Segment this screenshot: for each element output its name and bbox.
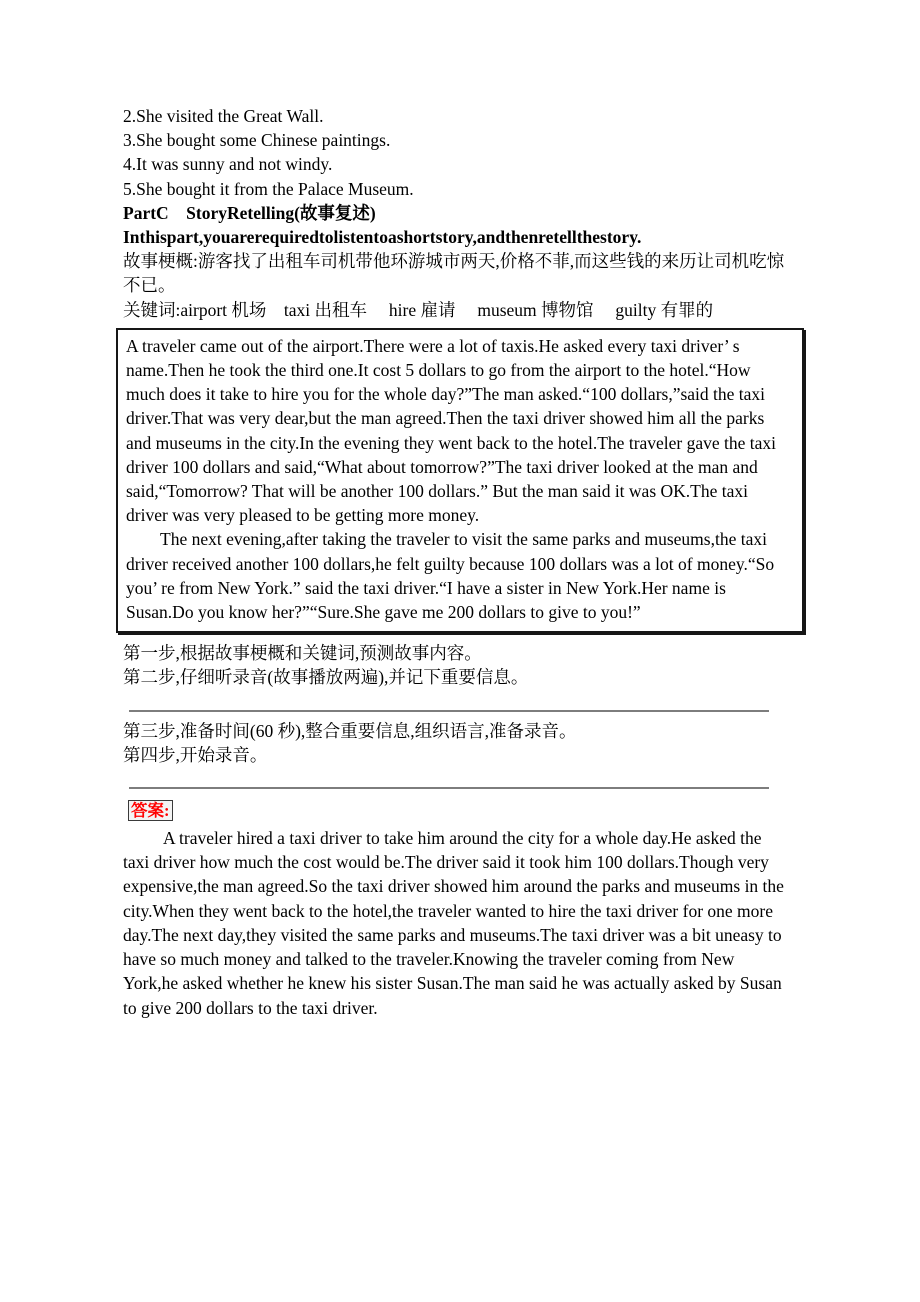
story-box [116, 328, 804, 633]
step-line-1: 第一步,根据故事梗概和关键词,预测故事内容。 [123, 643, 482, 664]
list-item: 5.She bought it from the Palace Museum. [123, 178, 414, 199]
instruction-line: Inthispart,youarerequiredtolistentoashortstory,andthenretellthestory. [123, 227, 642, 248]
step-line-2: 第二步,仔细听录音(故事播放两遍),并记下重要信息。 [123, 667, 529, 688]
answer-paragraph: A traveler hired a taxi driver to take him around the city for a whole day.He asked the taxi driver how much the cost would be.The driver said it took him 100 dollars.Though very expensive,the man agreed.So the taxi driver showed him around the parks and museums in the city.When they went back to the hotel,the traveler wanted to hire the taxi driver for one more day.The next day,they visited the same parks and museums.The taxi driver was a bit uneasy to have so much money and talked to the traveler.Knowing the traveler coming from New York,he asked whether he knew his sister Susan.The man said he was actually asked by Susan to give 200 dollars to the taxi driver. [123, 828, 784, 1018]
answer-blank-space [123, 690, 791, 710]
story-paragraph-2: The next evening,after taking the traveler to visit the same parks and museums,the taxi driver received another 100 dollars,he felt guilty because 100 dollars was a lot of money.“So you’ re from New York.” said the taxi driver.“I have a sister in New York.Her name is Susan.Do you know her?”“Sure.She gave me 200 dollars to give to you!” [126, 529, 775, 623]
story-paragraph-1: A traveler came out of the airport.There were a lot of taxis.He asked every taxi driver’ s name.Then he took the third one.It cost 5 dollars to go from the airport to the hotel.“How much does it take to hire you for the whole day?”The man asked.“100 dollars,”said the taxi driver.That was very dear,but the man agreed.Then the taxi driver showed him all the parks and museums in the city.In the evening they went back to the hotel.The traveler gave the taxi driver 100 dollars and said,“What about tomorrow?”The taxi driver looked at the man and said,“Tomorrow? That will be another 100 dollars.” But the man said it was OK.The taxi driver was very pleased to be getting more money. [126, 335, 777, 526]
list-item: 3.She bought some Chinese paintings. [123, 130, 391, 151]
list-item: 4.It was sunny and not windy. [123, 154, 333, 175]
answer-label: 答案: [128, 800, 173, 821]
list-item: 2.She visited the Great Wall. [123, 106, 324, 126]
step-line-3: 第三步,准备时间(60 秒),整合重要信息,组织语言,准备录音。 [123, 720, 577, 741]
fill-in-line [129, 787, 769, 789]
answer-blank-space [123, 767, 791, 787]
worksheet-page [123, 104, 791, 1020]
keywords-line: 关键词:airport 机场 taxi 出租车 hire 雇请 museum 博物馆 guilty 有罪的 [123, 299, 714, 320]
fill-in-line [129, 710, 769, 712]
step-line-4: 第四步,开始录音。 [123, 744, 268, 765]
part-c-heading: PartC StoryRetelling(故事复述) [123, 202, 376, 223]
story-outline: 故事梗概:游客找了出租车司机带他环游城市两天,价格不菲,而这些钱的来历让司机吃惊不已。 [123, 251, 785, 296]
